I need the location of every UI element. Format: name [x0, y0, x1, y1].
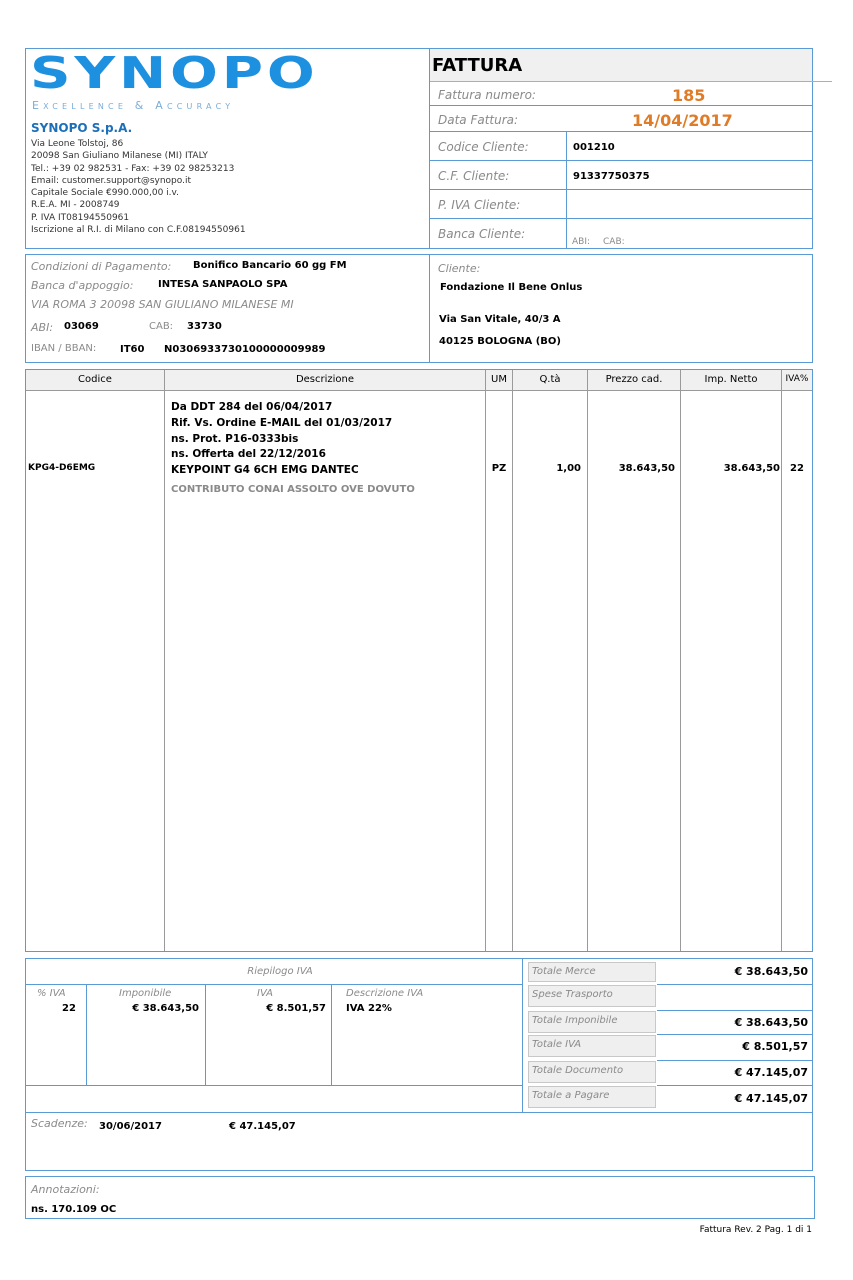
payment-bank-label: Banca d'appoggio: [31, 279, 134, 292]
client-name: Fondazione Il Bene Onlus [440, 282, 583, 293]
client-cf: 91337750375 [573, 171, 650, 182]
payment-abi: 03069 [64, 321, 99, 332]
divider [657, 984, 812, 985]
client-label: Cliente: [438, 262, 481, 275]
item-description-block [171, 400, 392, 479]
divider [657, 1034, 812, 1035]
divider [205, 984, 206, 1085]
divider [26, 984, 522, 985]
client-code: 001210 [573, 142, 615, 153]
divider [430, 189, 812, 190]
divider [430, 160, 812, 161]
invoice-number-label: Fattura numero: [438, 88, 536, 102]
description-line: ns. Offerta del 22/12/2016 [171, 448, 326, 461]
invoice-title: FATTURA [432, 55, 523, 76]
payment-conditions-label: Condizioni di Pagamento: [31, 260, 172, 273]
divider [26, 1085, 522, 1086]
company-address-line: 20098 San Giuliano Milanese (MI) ITALY [31, 151, 208, 162]
shipping-label: Spese Trasporto [528, 985, 656, 1007]
client-code-label: Codice Cliente: [438, 140, 529, 154]
col-header-vat: IVA% [785, 374, 809, 384]
vat-amount: € 8.501,57 [266, 1003, 326, 1014]
divider [26, 390, 812, 391]
client-bank-abi-label: ABI: [572, 237, 591, 247]
column-divider [781, 370, 782, 951]
company-logo [30, 48, 319, 118]
invoice-number: 185 [672, 86, 706, 105]
company-address-line: R.E.A. MI - 2008749 [31, 200, 120, 211]
item-net: 38.643,50 [723, 463, 780, 474]
payment-cab: 33730 [187, 321, 222, 332]
page-footer: Fattura Rev. 2 Pag. 1 di 1 [699, 1225, 812, 1235]
divider [522, 959, 523, 1112]
vat-rate: 22 [62, 1003, 76, 1014]
col-header-price: Prezzo cad. [605, 374, 663, 385]
invoice-date-label: Data Fattura: [438, 113, 519, 127]
total-taxable-value: € 38.643,50 [734, 1016, 808, 1029]
col-header-qty: Q.tà [539, 374, 561, 385]
col-header-net: Imp. Netto [704, 374, 758, 385]
due-label: Scadenze: [31, 1117, 88, 1130]
orange-divider [430, 81, 832, 82]
company-address-line: Via Leone Tolstoj, 86 [31, 139, 124, 149]
description-line: Da DDT 284 del 06/04/2017 [171, 401, 333, 413]
payment-bank: INTESA SANPAOLO SPA [158, 279, 288, 290]
vat-header-vat: IVA [257, 988, 273, 999]
total-document-label: Totale Documento [528, 1061, 656, 1083]
divider [331, 984, 332, 1085]
logo-wordmark: SYNOPO [30, 48, 319, 99]
item-description: KEYPOINT G4 6CH EMG DANTEC [171, 464, 359, 477]
payment-bank-address: VIA ROMA 3 20098 SAN GIULIANO MILANESE MI [31, 298, 294, 311]
divider [430, 218, 812, 219]
company-address-line: P. IVA IT08194550961 [31, 212, 130, 223]
total-merce-label: Totale Merce [528, 962, 656, 982]
client-piva-label: P. IVA Cliente: [438, 198, 521, 212]
vat-header-taxable: Imponibile [119, 988, 172, 999]
payment-iban-prefix: IT60 [120, 344, 145, 355]
total-taxable-label: Totale Imponibile [528, 1011, 656, 1033]
company-address [31, 138, 246, 236]
vat-summary-title: Riepilogo IVA [247, 966, 313, 977]
item-um: PZ [491, 463, 507, 474]
total-document-value: € 47.145,07 [734, 1066, 808, 1079]
notes-block [25, 1176, 815, 1219]
invoice-date: 14/04/2017 [632, 111, 733, 130]
payment-iban-label: IBAN / BBAN: [31, 343, 97, 354]
col-header-um: UM [491, 374, 507, 385]
due-amount: € 47.145,07 [229, 1121, 296, 1132]
company-address-line: Iscrizione al R.I. di Milano con C.F.08194550961 [31, 225, 246, 236]
divider [657, 1060, 812, 1061]
payment-abi-label: ABI: [31, 321, 54, 334]
client-bank-cab-label: CAB: [603, 237, 625, 247]
due-date: 30/06/2017 [99, 1121, 162, 1132]
item-note: CONTRIBUTO CONAI ASSOLTO OVE DOVUTO [171, 484, 415, 495]
payment-iban: N0306933730100000009989 [164, 344, 326, 355]
payment-conditions: Bonifico Bancario 60 gg FM [193, 260, 347, 271]
divider [430, 105, 812, 106]
column-divider [164, 370, 165, 951]
total-due-label: Totale a Pagare [528, 1086, 656, 1108]
description-line: Rif. Vs. Ordine E-MAIL del 01/03/2017 [171, 416, 393, 429]
company-name: SYNOPO S.p.A. [31, 121, 133, 135]
logo-tagline: Excellence & Accuracy [32, 99, 235, 112]
notes-text: ns. 170.109 OC [31, 1204, 117, 1215]
description-line: ns. Prot. P16-0333bis [171, 432, 299, 445]
client-city: 40125 BOLOGNA (BO) [439, 336, 561, 347]
column-divider [680, 370, 681, 951]
column-divider [512, 370, 513, 951]
item-code: KPG4-D6EMG [28, 463, 96, 473]
client-cf-label: C.F. Cliente: [438, 169, 510, 183]
col-header-description: Descrizione [295, 374, 355, 385]
total-vat-value: € 8.501,57 [742, 1040, 808, 1053]
divider [26, 1112, 812, 1113]
vat-taxable: € 38.643,50 [132, 1003, 199, 1014]
company-address-line: Capitale Sociale €990.000,00 i.v. [31, 188, 180, 199]
vat-description: IVA 22% [346, 1003, 392, 1014]
company-email: Email: customer.support@synopo.it [31, 175, 192, 186]
divider [657, 1010, 812, 1011]
item-vat: 22 [790, 463, 804, 474]
column-divider [587, 370, 588, 951]
column-divider [485, 370, 486, 951]
col-header-code: Codice [78, 374, 112, 385]
payment-cab-label: CAB: [149, 321, 174, 332]
total-due-value: € 47.145,07 [734, 1092, 808, 1105]
vat-header-rate: % IVA [37, 988, 66, 999]
client-bank-label: Banca Cliente: [438, 227, 526, 241]
notes-label: Annotazioni: [31, 1183, 100, 1196]
divider [657, 1085, 812, 1086]
company-address-line: Tel.: +39 02 982531 - Fax: +39 02 98253213 [31, 163, 235, 174]
items-table [25, 369, 813, 952]
divider [86, 984, 87, 1085]
vat-header-description: Descrizione IVA [346, 988, 424, 999]
item-price: 38.643,50 [618, 463, 675, 474]
divider [430, 131, 812, 132]
total-merce-value: € 38.643,50 [734, 965, 808, 978]
item-qty: 1,00 [556, 463, 581, 474]
client-street: Via San Vitale, 40/3 A [439, 314, 561, 325]
total-vat-label: Totale IVA [528, 1035, 656, 1057]
